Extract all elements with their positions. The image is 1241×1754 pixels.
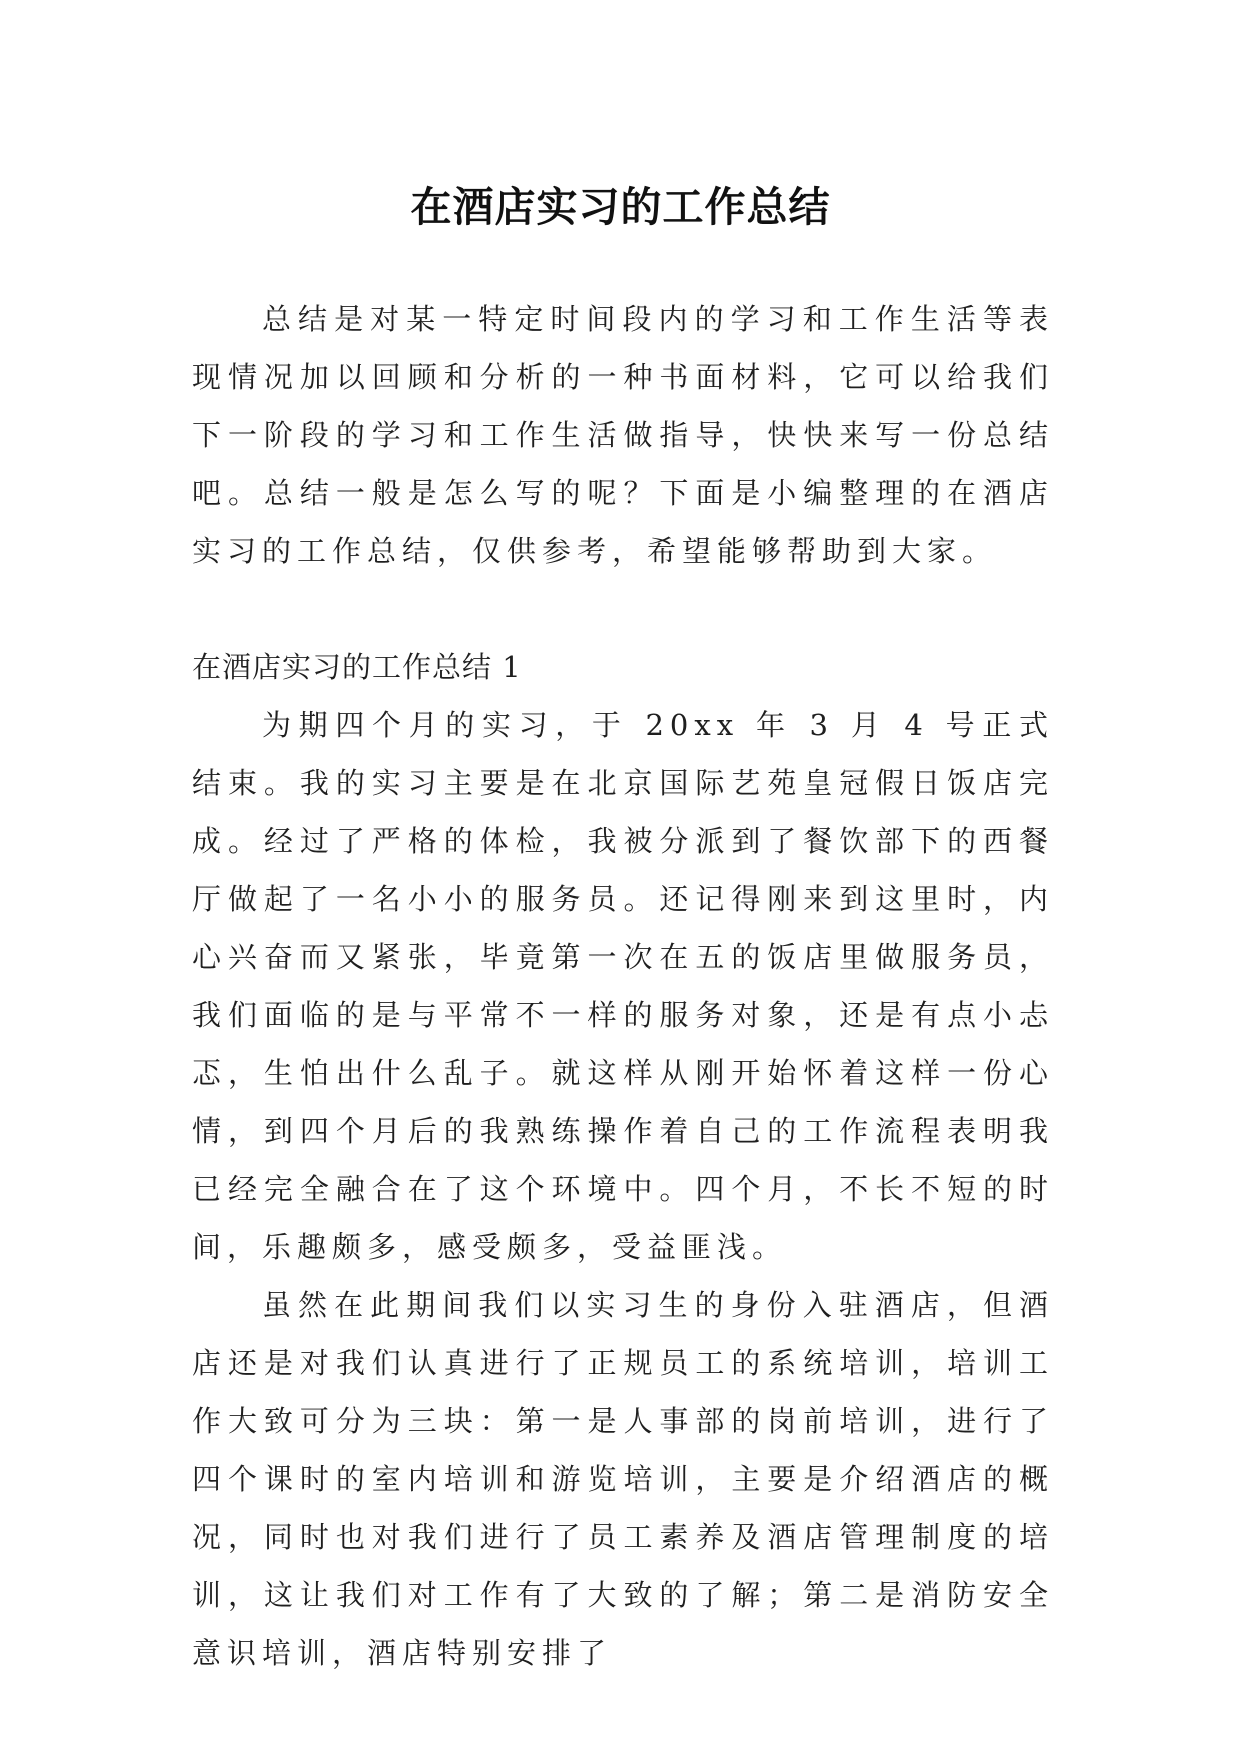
intro-paragraph: 总结是对某一特定时间段内的学习和工作生活等表现情况加以回顾和分析的一种书面材料，它可以给我们下一阶段的学习和工作生活做指导，快快来写一份总结吧。总结一般是怎么写的呢？下面是小编整理的在酒店实习的工作总结，仅供参考，希望能够帮助到大家。: [192, 302, 1054, 568]
section-heading: 在酒店实习的工作总结 1: [192, 650, 522, 684]
body-paragraph: 为期四个月的实习，于 20xx 年 3 月 4 号正式结束。我的实习主要是在北京国际艺苑皇冠假日饭店完成。经过了严格的体检，我被分派到了餐饮部下的西餐厅做起了一名小小的服务员。还记得刚来到这里时，内心兴奋而又紧张，毕竟第一次在五的饭店里做服务员，我们面临的是与平常不一样的服务对象，还是有点小忐忑，生怕出什么乱子。就这样从刚开始怀着这样一份心情，到四个月后的我熟练操作着自己的工作流程表明我已经完全融合在了这个环境中。四个月，不长不短的时间，乐趣颇多，感受颇多，受益匪浅。: [192, 708, 1054, 1264]
body-paragraph: 虽然在此期间我们以实习生的身份入驻酒店，但酒店还是对我们认真进行了正规员工的系统培训，培训工作大致可分为三块：第一是人事部的岗前培训，进行了四个课时的室内培训和游览培训，主要是介绍酒店的概况，同时也对我们进行了员工素养及酒店管理制度的培训，这让我们对工作有了大致的了解；第二是消防安全意识培训，酒店特别安排了: [192, 1288, 1054, 1670]
document-title: 在酒店实习的工作总结: [410, 183, 831, 232]
document-body: [192, 290, 1054, 1682]
